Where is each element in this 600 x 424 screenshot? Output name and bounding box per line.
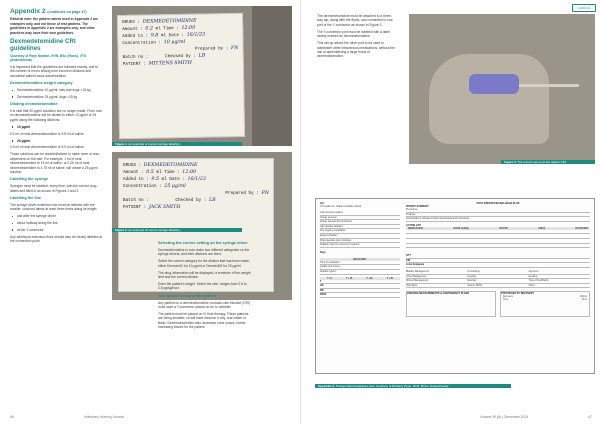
weight-heading: Dexmedetomidine weight category: [10, 81, 73, 86]
plan-scale: Words: [580, 295, 587, 299]
plan-care: Feeding: [467, 275, 528, 280]
plan-recovery: RECOVERY: [320, 258, 400, 261]
appendix-title: Appendix 2: [10, 8, 46, 15]
section-heading: Dexmedetomidine CRI guidelines: [10, 37, 76, 52]
plan-checklist-item: Cell recovery location: [320, 211, 400, 216]
appendix-heading: [10, 10, 103, 14]
plan-table-head: T +0: [327, 276, 332, 280]
select-paragraph: Dexmedetomidine is now under two different categories on the syringe drivers, and their dilutions are fixed.: [158, 247, 250, 257]
select-paragraph: The drug information will be displayed, a reminder of the weight limit and the correct dilution.: [158, 270, 251, 280]
line-item: about halfway along the line: [10, 221, 103, 225]
plan-care: Time of food/fluids: [529, 279, 590, 284]
plan-column: FREQ: [538, 226, 545, 230]
plan-checklist-item: Post-operative plan complete: [320, 239, 400, 244]
plan-complications: Complications: (Please include anaesthesia and procedure): [406, 217, 590, 222]
plan-row: Quality of recovery:: [320, 265, 400, 270]
appendix-continues: (continues on page 47): [47, 10, 87, 14]
dose-text: 0.5 ml of neat dexmedetomidine to 9.5 ml of saline: [10, 145, 84, 150]
plan-care: Other: [529, 284, 590, 289]
syringe-label-card: DRUGS : DEXMEDETOMIDINE Amount : 0.2 ml Time : 12:00 Added to : 9.8 ml Date : 16/1/23 Concentration : 10 μg/ml Prepared by : FN Batch no : Checked by : LB PATIENT : MITTENS SMITH: [117, 13, 245, 139]
line-after-paragraph: Any additional extension lines should also be clearly labelled at the connection point.: [10, 234, 103, 244]
courtesy-line: Courtesy of Faye Newton, RVN, BSc (Hons), VTS (Anaesthesia).: [10, 53, 87, 63]
right-paragraph: The Y-connector port must be labelled with a label clearly marked as dexmedetomidine.: [317, 29, 390, 39]
plan-vet: Vet:: [320, 202, 325, 205]
plan-checklist-item: Express bladder: [320, 234, 400, 239]
labelling-heading: Labelling the syringe: [10, 177, 48, 182]
figure-1-photo: [112, 6, 292, 146]
plan-right-row: OTT: [406, 254, 590, 259]
patient-paragraph: Any patient on a dexmedetomidine constant-rate infusion (CRI) must have a Y-connector placed on its IV catheter.: [158, 300, 250, 310]
plan-strategies: STRATEGIES BY RECOVERY: [501, 292, 535, 296]
plan-care: Urine Management: [406, 275, 467, 280]
plan-table-head: T +15: [346, 276, 353, 280]
right-paragraph: This set-up allows the other port to be used to administer other intravenous medications, without the risk of administering a large bolus of dexmedetomidine.: [317, 41, 395, 59]
plan-checklist-item: Sedation plan for recovery if required: [320, 243, 400, 248]
plan-title: POST OPERATIVE/ANALGESIA PLAN: [476, 202, 520, 205]
plan-findings: Findings:: [406, 213, 590, 218]
left-text-column: [10, 10, 103, 246]
plan-row: Time of extubation:: [320, 261, 400, 266]
double-paragraph: These solutions can be doubled/halved to make more or less, dependent on the rate. For example, 1 ml of neat dexmedetomidine to 19 ml of saline, or 0.25 ml of neat dexmedetomidine to 4.75 ml of saline, will create a 25 µg/ml solution.: [10, 152, 100, 175]
plan-status: This patient is: Stable Unstable Critical: [320, 205, 361, 208]
line-paragraph: The syringe driver extension line must be labelled with the smaller, coloured labels at least three times along its length:: [10, 202, 98, 212]
patient-heading: The correct set-up at the patient: [158, 293, 216, 298]
plan-column: DOSE (ml/kg): [453, 226, 469, 230]
plan-action-list: ACTION LIST: [406, 223, 422, 227]
weight-item: Dexmedetomidine 25 µg/ml: dogs >15 kg: [10, 95, 103, 99]
plan-table-head: T +45: [386, 276, 393, 280]
line-heading: Labelling the line: [10, 196, 42, 201]
plan-vital: SPO2: [320, 293, 400, 298]
left-folio: 46 Veterinary Nursing Journal: [10, 415, 124, 419]
diluting-heading: Diluting dexmedetomidine: [10, 102, 58, 107]
plan-right-row: CRI: [406, 259, 590, 264]
plan-ongoing: ONGOING MEASUREMENTS & CONTINGENCY PLANS: [407, 292, 469, 296]
plan-care: Glycemic: [529, 270, 590, 275]
appendix-3-caption: Appendix 3. Postoperative/analgesia plan. Courtesy of Bethany Pope, RVN, BCvm (Anaesthesia).: [315, 384, 511, 388]
plan-right-row: Local Analgesia: [406, 263, 590, 268]
figure-3-photo: [409, 14, 595, 164]
line-item: at the Y-connector.: [10, 228, 103, 232]
dose-label: 10 µg/ml: [10, 125, 103, 129]
analgesia-plan-form: [315, 198, 595, 374]
plan-checklist-item: Airway opened and monitored: [320, 220, 400, 225]
section-badge: CLINICAL: [572, 4, 596, 12]
select-heading: Selecting the correct setting on the syringe driver: [158, 241, 248, 245]
line-item: just after the syringe driver: [10, 214, 103, 218]
right-page: [300, 0, 600, 424]
weight-item: Dexmedetomidine 10 µg/ml: cats and dogs <15 kg: [10, 88, 103, 92]
plan-care: Feeding: [529, 275, 590, 280]
plan-scale: Time: [503, 298, 509, 302]
dose-text: 0.2 ml of neat dexmedetomidine to 9.8 ml of saline: [10, 131, 84, 136]
labelling-paragraph: Syringes must be labelled, every time, with the correct drug labels and filled in as shown in Figures 1 and 2.: [10, 184, 97, 193]
plan-vital: HR: [320, 284, 400, 289]
plan-care: Bladder Management: [406, 270, 467, 275]
plan-checklist-item: Any ongoing complaints: [320, 229, 400, 234]
plan-scale: Recovery: [503, 295, 514, 299]
plan-care: Vital Signs: [406, 284, 467, 289]
intro-paragraph: It is important that the guidelines are followed exactly, due to the number of errors arising from incorrect dilutions and accidental patient bolus administration.: [10, 65, 99, 78]
plan-care: Wound Management: [406, 279, 467, 284]
right-text-column: [317, 14, 397, 61]
select-paragraph: Enter the patient's weight. Select the rate: ranges from 0.5 to 2.5 µg/kg/hour.: [158, 282, 247, 291]
syringe-label-card: DRUGS : DEXMEDETOMIDINE Amount : 0.5 ml Time : 12:00 Added to : 9.5 ml Date : 16/1/23 Concentration : 25 μg/ml Prepared by : FN Batch no : Checked by : LB PATIENT : JACK SMITH: [118, 158, 274, 292]
plan-summary: PATIENT SUMMARY: [406, 205, 429, 208]
right-folio: Volume 39 (6) • December 2024 47: [479, 415, 592, 419]
diluting-paragraph: It is vital that 50 µg/ml solutions are no longer made. From now on dexmedetomidine will be diluted to either 10 µg/ml or 25 µg/ml using the following dilutions:: [10, 109, 102, 122]
editorial-note: Editorial note: the patient names used in Appendix 2 are examples only, and not those of real patients. The guidelines in Appendix 2 are examples only, and other practices may have their own guidelines.: [10, 17, 98, 35]
middle-text-column: [158, 238, 251, 332]
plan-vital: T: [320, 280, 400, 285]
plan-care: Exercise: [467, 279, 528, 284]
plan-row: Sedation given:: [320, 270, 400, 275]
plan-table-head: T +30: [366, 276, 373, 280]
dose-label: 25 µg/ml: [10, 139, 103, 143]
patient-paragraph: The patient must be placed on IV fluid therapy. These patients are being sedated, so will have minimal, if any, oral intake of fluids. Dexmedetomidine also increases urine output, further increasing losses for the patient.: [158, 312, 249, 330]
figure-2-caption: Figure 2. An example of correct syringe labelling.: [112, 228, 242, 232]
plan-procedure: Procedure:: [406, 208, 590, 213]
plan-vital: RR: [320, 289, 400, 294]
plan-checklist-item: Lab samples labelled: [320, 225, 400, 230]
plan-column: MEDICATION: [408, 226, 423, 230]
plan-care: Sooner Within: [467, 284, 528, 289]
figure-3-caption: Figure 3. The correct set-up at the patient CRI.: [501, 160, 595, 164]
plan-scale: Time: [581, 298, 587, 302]
figure-1-caption: Figure 1. An example of correct syringe labelling.: [112, 142, 242, 146]
right-paragraph: The dexmedetomidine must be attached to a three-way tap, along with the fluids, and connected to one port of the Y-connector as shown in Figure 3.: [317, 14, 393, 27]
plan-care: Ice Packing: [467, 270, 528, 275]
plan-column: DURATION: [575, 226, 588, 230]
plan-checklist-item: Airway secured: [320, 216, 400, 221]
select-paragraph: Select the correct category for the dilution that has been made, either Dexmed10 for 10 µg/ml or Dexmed25 for 25 µg/ml.: [158, 259, 250, 268]
plan-column: ROUTE: [499, 226, 508, 230]
plan-sign: Sign:: [320, 250, 326, 254]
